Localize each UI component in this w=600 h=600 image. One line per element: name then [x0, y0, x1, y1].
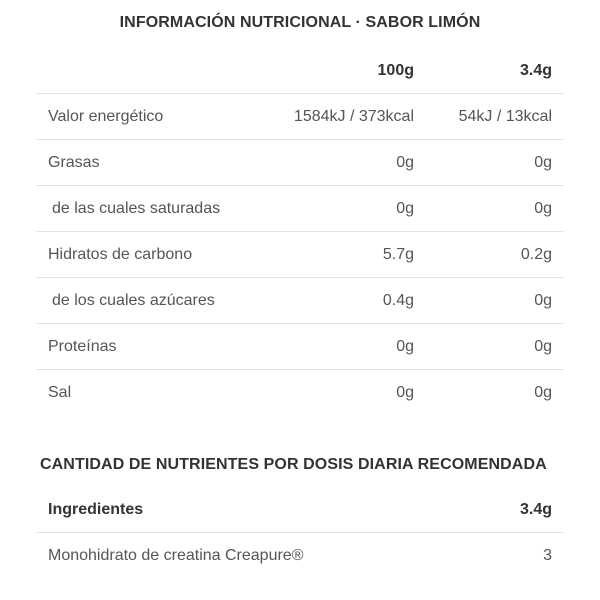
value-per-100g: 0g [396, 200, 414, 217]
value-per-dose: 0g [534, 154, 552, 171]
ingredient-amount: 3 [543, 547, 552, 564]
table-row [36, 370, 564, 416]
value-per-100g: 0g [396, 338, 414, 355]
nutrient-label: Hidratos de carbono [48, 246, 193, 263]
nutrition-header-row [36, 48, 564, 94]
nutrient-label: de las cuales saturadas [52, 200, 221, 217]
ingredients-header-dose: 3.4g [519, 501, 552, 518]
column-header-dose: 3.4g [519, 62, 552, 79]
nutrition-table [36, 48, 564, 416]
table-row [36, 140, 564, 186]
ingredients-header-row [36, 487, 564, 533]
table-row [36, 186, 564, 232]
table-row [36, 324, 564, 370]
nutrient-label: Valor energético [48, 108, 164, 125]
value-per-dose: 0g [534, 200, 552, 217]
nutrient-label: de los cuales azúcares [52, 292, 215, 309]
value-per-dose: 0g [534, 384, 552, 401]
column-header-100g: 100g [377, 62, 414, 79]
nutrient-label: Proteínas [48, 338, 117, 355]
nutrient-label: Sal [48, 384, 72, 401]
value-per-100g: 0g [396, 154, 414, 171]
ingredient-label: Monohidrato de creatina Creapure® [48, 547, 304, 564]
value-per-dose: 0.2g [520, 246, 552, 263]
ingredients-table [36, 487, 564, 579]
table-row [36, 232, 564, 278]
nutrient-label: Grasas [48, 154, 100, 171]
value-per-dose: 54kJ / 13kcal [458, 108, 552, 125]
value-per-100g: 0.4g [382, 292, 414, 309]
value-per-100g: 0g [396, 384, 414, 401]
value-per-100g: 1584kJ / 373kcal [293, 108, 414, 125]
value-per-dose: 0g [534, 292, 552, 309]
page-title: INFORMACIÓN NUTRICIONAL · SABOR LIMÓN [119, 14, 481, 31]
table-row [36, 533, 564, 579]
table-row [36, 278, 564, 324]
table-row [36, 94, 564, 140]
ingredients-header-label: Ingredientes [48, 501, 144, 518]
daily-dose-heading: CANTIDAD DE NUTRIENTES POR DOSIS DIARIA RECOMENDADA [40, 456, 547, 473]
value-per-dose: 0g [534, 338, 552, 355]
value-per-100g: 5.7g [382, 246, 414, 263]
